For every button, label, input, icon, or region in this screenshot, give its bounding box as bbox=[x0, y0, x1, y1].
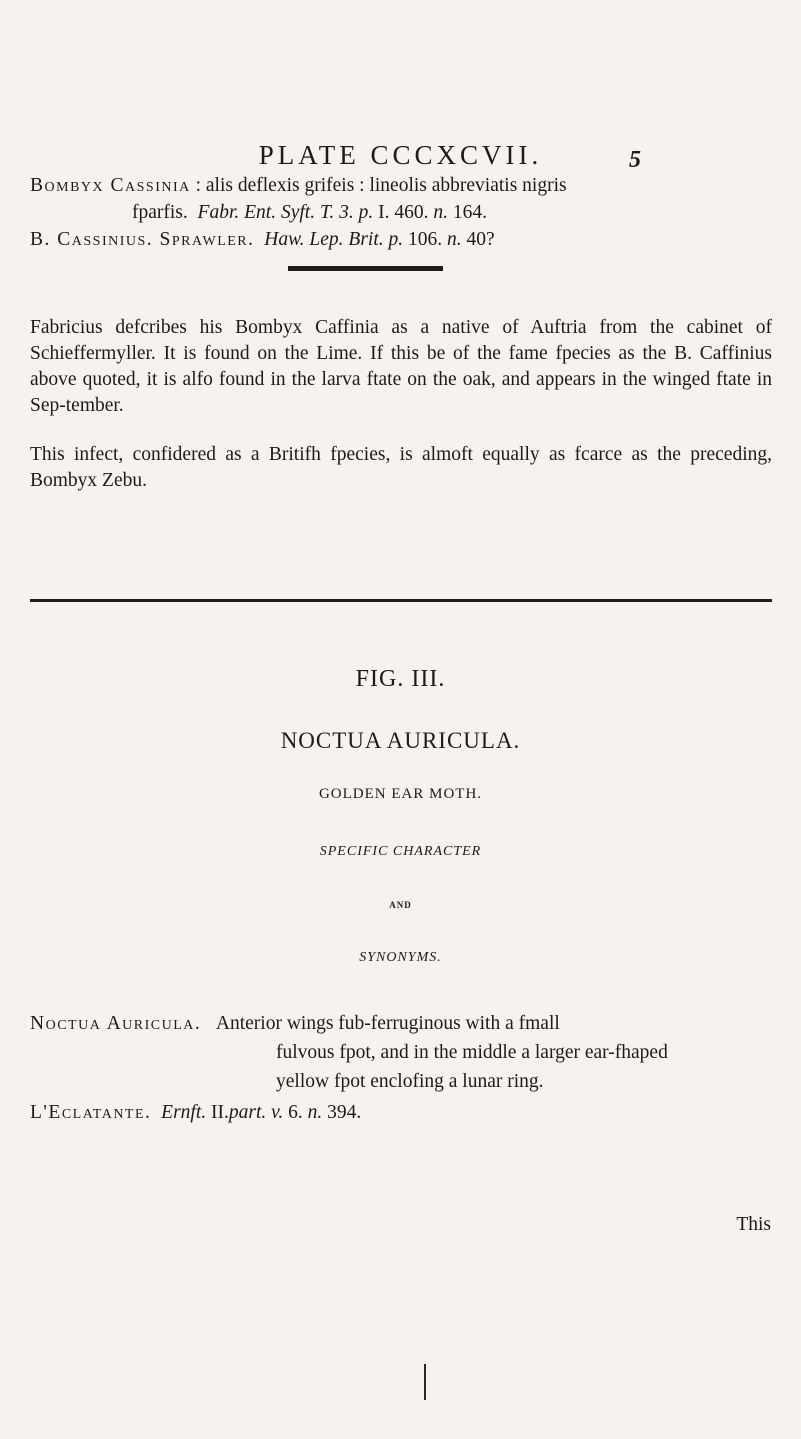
reference-number-2: 394. bbox=[327, 1102, 362, 1123]
reference-n: n. bbox=[307, 1102, 323, 1123]
reference-roman: II. bbox=[211, 1102, 229, 1123]
reference-number: 164. bbox=[452, 202, 487, 223]
reference-n: n. bbox=[447, 229, 462, 250]
reference-number: 40? bbox=[466, 229, 495, 250]
page-mark bbox=[424, 1364, 426, 1400]
synonyms-heading: SYNONYMS. bbox=[359, 950, 442, 965]
entry-bombyx-cassinia bbox=[30, 173, 567, 199]
catchword: This bbox=[736, 1214, 771, 1235]
entry-description-cont: fparfis. bbox=[132, 202, 188, 223]
entry-bombyx-cassinia-ref bbox=[132, 200, 487, 226]
entry-separator: : bbox=[195, 175, 202, 196]
entry-description: alis deflexis grifeis : lineolis abbreviatis nigris bbox=[205, 175, 567, 196]
figure-title: FIG. III. bbox=[355, 666, 446, 692]
reference-volume: I. 460. bbox=[378, 202, 429, 223]
reference-page: 106. bbox=[408, 229, 443, 250]
entry-name: L'Eclatante. bbox=[30, 1102, 152, 1123]
species-name: NOCTUA AURICULA. bbox=[280, 728, 521, 753]
plate-title: PLATE CCCXCVII. bbox=[258, 140, 543, 170]
entry-name: Bombyx Cassinia bbox=[30, 175, 191, 196]
entry-name: B. Cassinius. Sprawler. bbox=[30, 229, 255, 250]
entry-name: Noctua Auricula. bbox=[30, 1013, 202, 1034]
entry-noctua-auricula bbox=[30, 1011, 560, 1037]
reference-n: n. bbox=[433, 202, 448, 223]
long-divider bbox=[30, 599, 772, 602]
page-number: 5 bbox=[629, 147, 641, 173]
reference-number-1: 6. bbox=[288, 1102, 303, 1123]
paragraph-1: Fabricius defcribes his Bombyx Caffinia as a native of Auftria from the cabinet of Schieffermyller. It is found on the Lime. If this be of the fame fpecies as the B. Caffinius above quoted, it is alfo found in the larva ftate on the oak, and appears in the winged ftate in Sep-tember. bbox=[30, 317, 772, 416]
entry-b-cassinius bbox=[30, 227, 495, 253]
paragraph-2: This infect, confidered as a Britifh fpecies, is almoft equally as fcarce as the preceding, Bombyx Zebu. bbox=[30, 444, 772, 491]
entry-description-line-3: yellow fpot enclofing a lunar ring. bbox=[276, 1071, 544, 1092]
entry-leclatante bbox=[30, 1100, 361, 1126]
and-heading: AND bbox=[389, 900, 412, 910]
reference-author: Ernft. bbox=[161, 1102, 207, 1123]
reference-part: part. v. bbox=[228, 1102, 284, 1123]
entry-description-line-2: fulvous fpot, and in the middle a larger ear-fhaped bbox=[276, 1042, 668, 1063]
entry-description: Anterior wings fub-ferruginous with a fmall bbox=[215, 1013, 560, 1034]
reference-citation: Fabr. Ent. Syft. T. 3. p. bbox=[197, 202, 374, 223]
common-name: GOLDEN EAR MOTH. bbox=[318, 786, 483, 802]
short-divider bbox=[288, 266, 443, 271]
specific-character-heading: SPECIFIC CHARACTER bbox=[319, 844, 482, 859]
reference-citation: Haw. Lep. Brit. p. bbox=[264, 229, 404, 250]
